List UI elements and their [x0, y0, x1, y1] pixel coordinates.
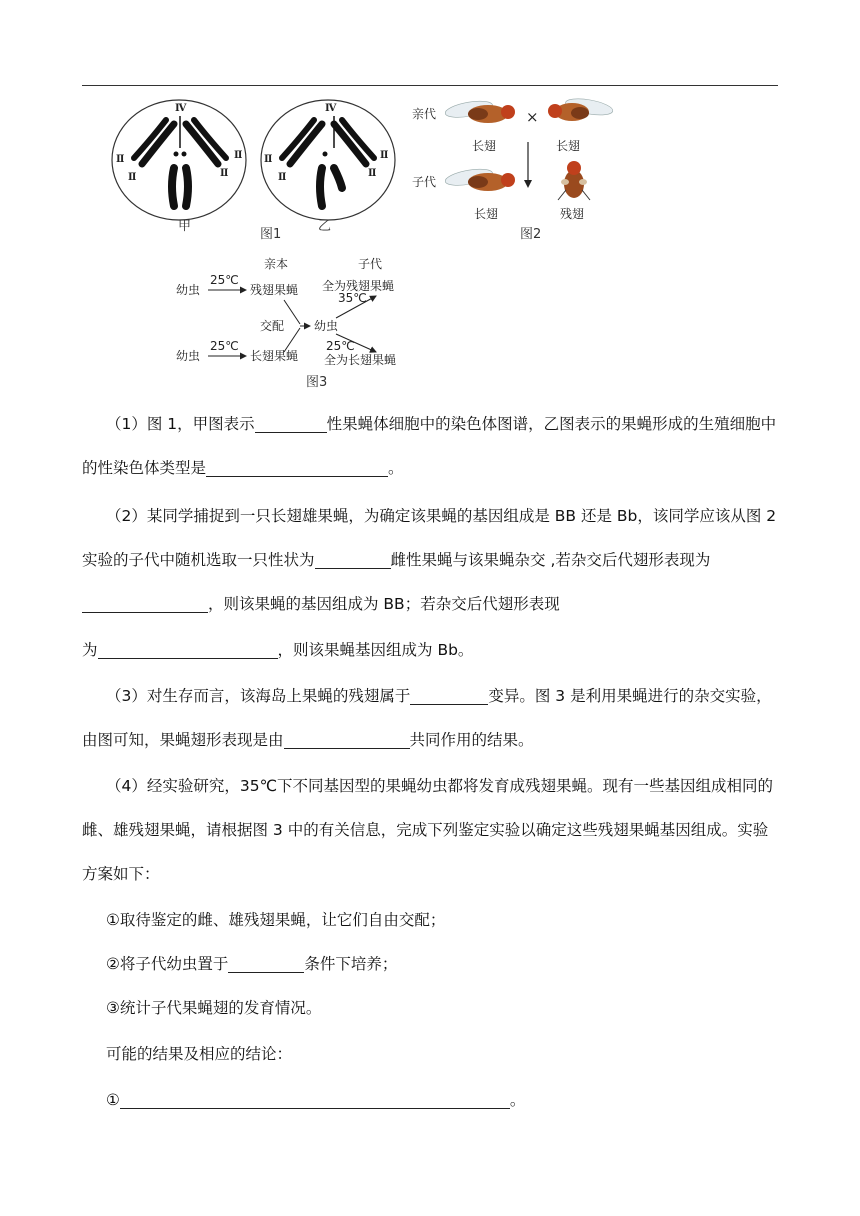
answer-blank-q2-bb-lower[interactable] [98, 640, 278, 659]
fly-long-wing-icon [548, 96, 614, 121]
chromosome-cell-jia [112, 100, 246, 220]
roman-iv-yi: Ⅳ [325, 103, 337, 114]
roman-ii-yi-right: Ⅱ [380, 150, 389, 161]
roman-iv-jia: Ⅳ [175, 103, 187, 114]
fly-long-wing-icon [444, 98, 515, 123]
roman-ii-jia-left2: Ⅱ [128, 172, 137, 183]
offspring-left-phenotype: 长翅 [474, 207, 499, 221]
answer-blank-q2-trait[interactable] [315, 550, 391, 569]
offspring-header: 子代 [358, 257, 383, 271]
answer-blank-q1-sex[interactable] [255, 414, 327, 433]
step-2: ②将子代幼虫置于 条件下培养； [106, 955, 398, 973]
figure-2 [410, 92, 615, 242]
question-4: （4）经实验研究，35℃下不同基因型的果蝇幼虫都将发育成残翅果蝇。现有一些基因组成相同的雌、雄残翅果蝇，请根据图 3 中的有关信息，完成下列鉴定实验以确定这些残翅果蝇基因组成。实验方案如下： [82, 777, 773, 883]
larva-top: 幼虫 [176, 283, 201, 297]
cell-jia-label: 甲 [178, 219, 192, 234]
question-2-continued: 为 ，则该果蝇基因组成为 Bb。 [82, 641, 474, 659]
result-long: 全为长翅果蝇 [324, 353, 397, 367]
roman-ii-yi-right2: Ⅱ [368, 168, 377, 179]
roman-ii-jia-right2: Ⅱ [220, 168, 229, 179]
top-rule [82, 85, 778, 86]
results-intro: 可能的结果及相应的结论： [106, 1045, 293, 1063]
larva-mid: 幼虫 [314, 319, 339, 333]
parent-long: 长翅果蝇 [250, 349, 299, 363]
figure-1 [108, 96, 408, 241]
fly-long-wing-icon [444, 166, 515, 191]
answer-blank-step2-temp[interactable] [228, 954, 304, 973]
parents-header: 亲本 [264, 257, 289, 271]
cell-yi-label: 乙 [318, 219, 332, 234]
figure-2-caption: 图2 [520, 227, 542, 242]
parent-vestigial: 残翅果蝇 [250, 283, 299, 297]
temp-bottom: 25℃ [210, 339, 239, 353]
figure-3-caption: 图3 [306, 375, 328, 390]
temp-top: 25℃ [210, 273, 239, 287]
result-vestigial: 全为残翅果蝇 [322, 279, 395, 293]
mating-label: 交配 [260, 319, 285, 333]
step-3: ③统计子代果蝇翅的发育情况。 [106, 999, 322, 1017]
roman-ii-jia-right: Ⅱ [234, 150, 243, 161]
temp-25-mid: 25℃ [326, 339, 355, 353]
parent-generation-label: 亲代 [412, 107, 437, 121]
offspring-right-phenotype: 残翅 [560, 207, 585, 221]
question-2: （2）某同学捕捉到一只长翅雄果蝇，为确定该果蝇的基因组成是 BB 还是 Bb，该同学应该从图 2 实验的子代中随机选取一只性状为 雌性果蝇与该果蝇杂交 ,若杂交后代翅形表现为，则该果蝇的基因组成为 BB；若杂交后代翅形表现 [82, 507, 777, 613]
fly-vestigial-wing-icon [558, 161, 590, 200]
figure-1-caption: 图1 [260, 227, 282, 241]
answer-blank-q3-factors[interactable] [284, 730, 410, 749]
roman-ii-jia-left: Ⅱ [116, 154, 125, 165]
offspring-generation-label: 子代 [412, 175, 437, 189]
roman-ii-yi-left2: Ⅱ [278, 172, 287, 183]
parent-right-phenotype: 长翅 [556, 139, 581, 153]
cross-symbol: × [526, 108, 539, 126]
roman-ii-yi-left: Ⅱ [264, 154, 273, 165]
temp-35: 35℃ [338, 291, 367, 305]
larva-bottom: 幼虫 [176, 349, 201, 363]
answer-blank-q1-chromosome[interactable] [206, 458, 388, 477]
answer-blank-result-1[interactable] [120, 1090, 510, 1109]
question-3: （3）对生存而言，该海岛上果蝇的残翅属于 变异。图 3 是利用果蝇进行的杂交实验，由图可知，果蝇翅形表现是由 共同作用的结果。 [82, 687, 772, 749]
question-1: （1）图 1，甲图表示 性果蝇体细胞中的染色体图谱，乙图表示的果蝇形成的生殖细胞中的性染色体类型是 。 [82, 415, 777, 477]
figure-3 [172, 252, 422, 392]
chromosome-cell-yi [261, 100, 395, 220]
step-1: ①取待鉴定的雌、雄残翅果蝇，让它们自由交配； [106, 911, 446, 929]
parent-left-phenotype: 长翅 [472, 139, 497, 153]
result-1: ① 。 [106, 1091, 526, 1109]
answer-blank-q3-variation[interactable] [410, 686, 488, 705]
answer-blank-q2-bb[interactable] [82, 594, 208, 613]
